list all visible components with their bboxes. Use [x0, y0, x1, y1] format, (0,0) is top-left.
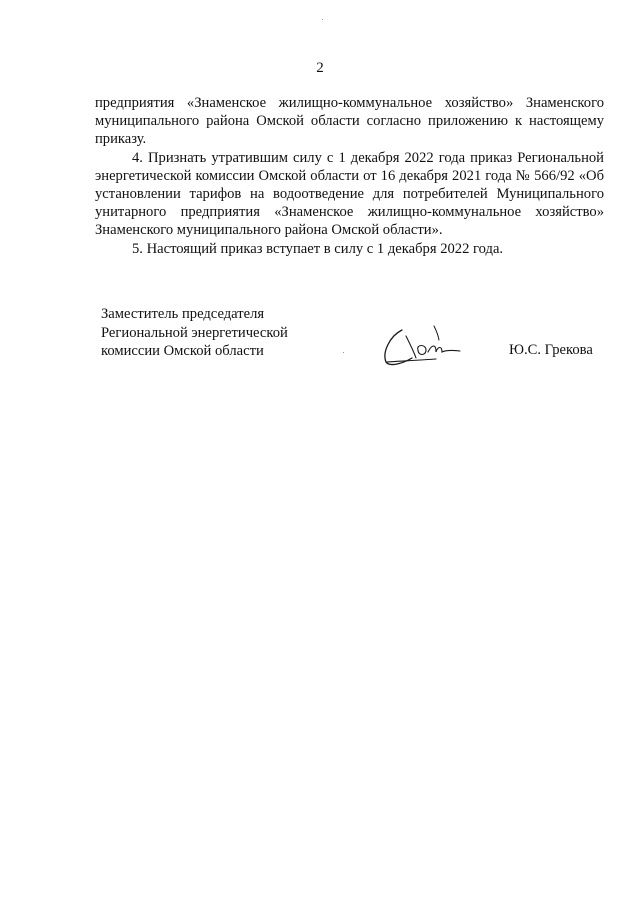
paragraph-item-5: 5. Настоящий приказ вступает в силу с 1 декабря 2022 года.: [132, 240, 504, 257]
handwritten-signature: [376, 322, 464, 370]
paragraph-item-4: 4. Признать утратившим силу с 1 декабря 2022 года приказ Региональной энергетической комиссии Омской области от 16 декабря 2021 года № 566/92 «Об установлении тарифов на водоотведение для потребителей Муниципального унитарного предприятия «Знаменское жилищно-коммунальное хозяйство» Знаменского муниципального района Омской области».: [95, 149, 604, 239]
signatory-title-line-3: комиссии Омской области: [101, 343, 264, 359]
paragraph-continuation: предприятия «Знаменское жилищно-коммунальное хозяйство» Знаменского муниципального района Омской области согласно приложению к настоящему приказу.: [95, 95, 604, 148]
signatory-title-line-2: Региональной энергетической: [101, 324, 288, 341]
scan-speck: [322, 19, 323, 20]
signatory-title: [101, 305, 288, 361]
document-body: [95, 94, 604, 258]
signatory-title-line-1: Заместитель председателя: [101, 306, 265, 322]
page-number: 2: [316, 60, 324, 76]
scan-speck: [343, 352, 344, 353]
signatory-name: Ю.С. Грекова: [509, 342, 593, 358]
